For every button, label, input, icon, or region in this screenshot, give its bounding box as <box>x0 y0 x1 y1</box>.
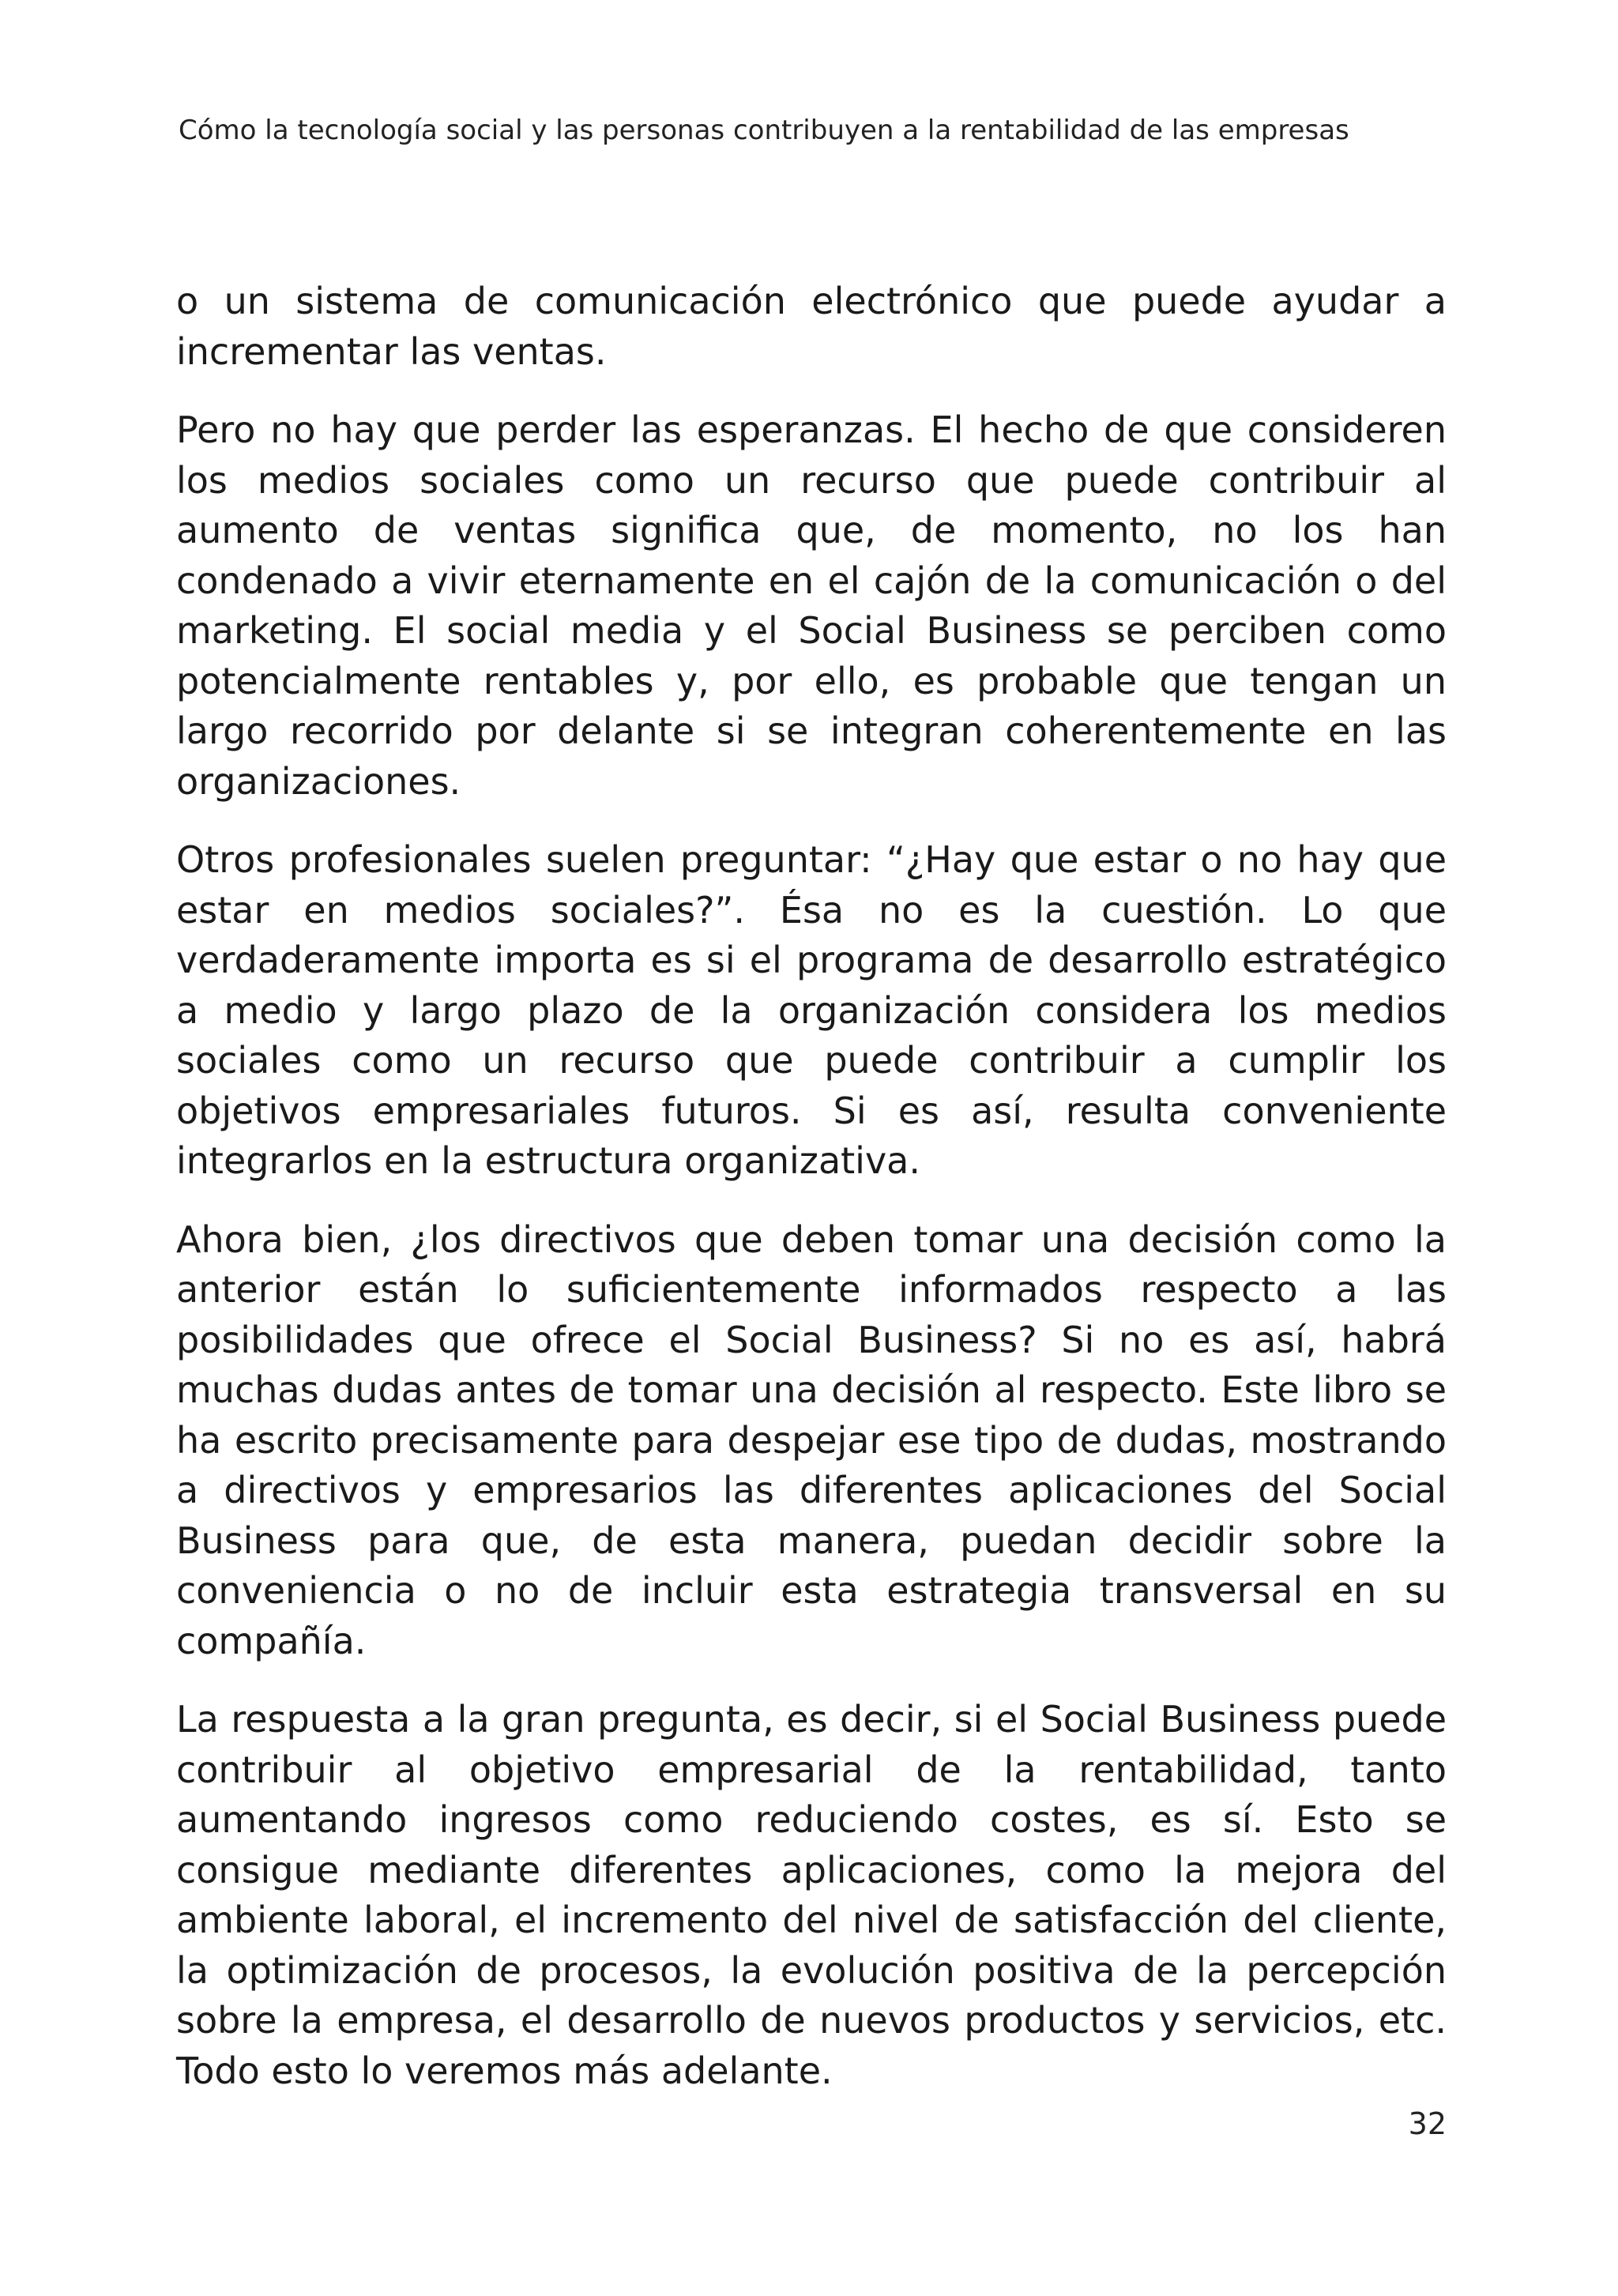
paragraph-3: Otros profesionales suelen preguntar: “¿Hay que estar o no hay que estar en medios sociales?”. Ésa no es la cuestión. Lo que verdaderamente importa es si el programa de desarrollo estratégico a medio y largo plazo de la organización considera los medios sociales como un recurso que puede contribuir a cumplir los objetivos empresariales futuros. Si es así, resulta conveniente integrarlos en la estructura organizativa. <box>176 838 1447 1182</box>
paragraph-5: La respuesta a la gran pregunta, es decir, si el Social Business puede contribuir al objetivo empresarial de la rentabilidad, tanto aumentando ingresos como reduciendo costes, es sí. Esto se consigue mediante diferentes aplicaciones, como la mejora del ambiente laboral, el incremento del nivel de satisfacción del cliente, la optimización de procesos, la evolución positiva de la percepción sobre la empresa, el desarrollo de nuevos productos y servicios, etc. Todo esto lo veremos más adelante. <box>176 1698 1447 2092</box>
paragraph-2: Pero no hay que perder las esperanzas. El hecho de que consideren los medios sociales como un recurso que puede contribuir al aumento de ventas significa que, de momento, no los han condenado a vivir eternamente en el cajón de la comunicación o del marketing. El social media y el Social Business se perciben como potencialmente rentables y, por ello, es probable que tengan un largo recorrido por delante si se integran coherentemente en las organizaciones. <box>176 408 1447 803</box>
page-number: 32 <box>1408 2106 1447 2141</box>
paragraph-1: o un sistema de comunicación electrónico que puede ayudar a incrementar las ventas. <box>176 280 1447 373</box>
running-header: Cómo la tecnología social y las personas contribuyen a la rentabilidad de las empresas <box>179 115 1349 146</box>
paragraph-4: Ahora bien, ¿los directivos que deben tomar una decisión como la anterior están lo suficientemente informados respecto a las posibilidades que ofrece el Social Business? Si no es así, habrá muchas dudas antes de tomar una decisión al respecto. Este libro se ha escrito precisamente para despejar ese tipo de dudas, mostrando a directivos y empresarios las diferentes aplicaciones del Social Business para que, de esta manera, puedan decidir sobre la conveniencia o no de incluir esta estrategia transversal en su compañía. <box>176 1218 1447 1662</box>
body-text <box>176 277 1447 2125</box>
